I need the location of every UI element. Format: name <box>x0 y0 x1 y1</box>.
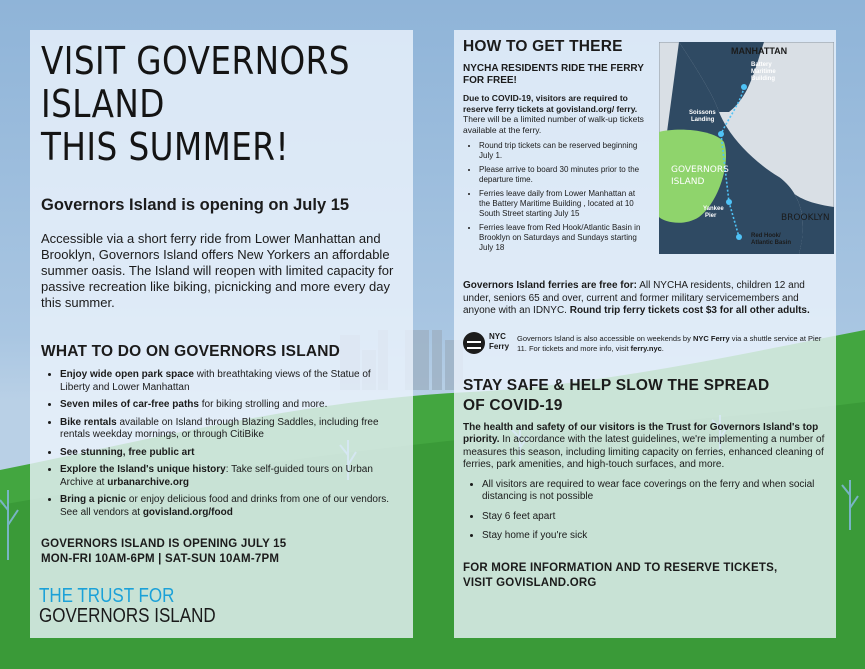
vendors-link[interactable]: govisland.org/food <box>142 506 233 518</box>
map-label-soissons: Landing <box>691 117 715 123</box>
map-label-redhook: Red Hook/ <box>751 233 781 239</box>
list-item: • Stay home if you're sick <box>482 530 826 543</box>
ferry-nyc-link[interactable]: ferry.nyc <box>630 343 662 353</box>
how-to-get-there-title: HOW TO GET THERE <box>463 38 623 55</box>
main-headline <box>41 40 411 169</box>
list-item: • All visitors are required to wear face coverings on the ferry and when social distancing is not possible <box>482 479 826 504</box>
safety-list <box>463 479 826 543</box>
list-item: • See stunning, free public art <box>60 447 401 460</box>
hours-line-2: MON-FRI 10AM-6PM | SAT-SUN 10AM-7PM <box>41 553 280 565</box>
website-link[interactable]: VISIT GOVISLAND.ORG <box>463 576 597 589</box>
urbanarchive-link[interactable]: urbanarchive.org <box>107 476 189 488</box>
list-item: • Bike rentals available on Island through Blazing Saddles, including free rentals weekday mornings, or through CitiBike <box>60 417 401 442</box>
map-label-island: GOVERNORS <box>671 165 729 175</box>
map-label-brooklyn: BROOKLYN <box>781 213 830 223</box>
opening-hours <box>41 537 401 567</box>
map-label-battery: Maritime <box>751 69 776 75</box>
headline-line-2: THIS SUMMER! <box>41 125 289 169</box>
what-to-do-title: WHAT TO DO ON GOVERNORS ISLAND <box>41 343 341 360</box>
list-item: • Please arrive to board 30 minutes prior to the departure time. <box>479 165 645 185</box>
nycha-notice: NYCHA RESIDENTS RIDE THE FERRY FOR FREE! <box>463 63 644 86</box>
list-item: • Bring a picnic or enjoy delicious food and drinks from one of our vendors. See all vendors at govisland.org/food <box>60 494 401 519</box>
trust-logo <box>39 586 247 626</box>
nyc-ferry-text: Governors Island is also accessible on weekends by NYC Ferry via a shuttle service at Pier 11. For tickets and more info, visit ferry.nyc. <box>517 333 822 353</box>
list-item: • Ferries leave from Red Hook/Atlantic Basin in Brooklyn on Saturdays and Sundays starting July 18 <box>479 223 645 253</box>
list-item: • Explore the Island's unique history: Take self-guided tours on Urban Archive at urbanarchive.org <box>60 464 401 489</box>
map-label-yankee: Yankee <box>703 206 724 212</box>
list-item: • Stay 6 feet apart <box>482 511 826 524</box>
more-info <box>463 561 826 591</box>
logo-line-1: THE TRUST FOR <box>39 585 175 607</box>
map-label-redhook: Atlantic Basin <box>751 240 792 246</box>
list-item: • Ferries leave daily from Lower Manhattan at the Battery Maritime Building , located at 10 South Street starting July 15 <box>479 189 645 219</box>
left-info-panel <box>30 30 413 638</box>
map-label-battery: Battery <box>751 62 772 68</box>
ferry-route-map <box>659 42 834 254</box>
ferry-wave-icon <box>463 332 485 354</box>
covid-ferry-note: Due to COVID-19, visitors are required to reserve ferry tickets at govisland.org/ ferry. There will be a limited number of walk-up tickets available at the ferry. <box>463 93 644 135</box>
free-ferry-info: Governors Island ferries are free for: All NYCHA residents, children 12 and under, seniors 65 and over, current and former military servicemembers and anyone with an IDNYC. Round trip ferry tickets cost $3 for all other adults. <box>463 280 810 316</box>
covid-intro: The health and safety of our visitors is the Trust for Governors Island's top priority. In accordance with the latest guidelines, we're implementing a number of measures this season, including limiting capacity on ferries, enhanced cleaning of ferries, park amenities, and high-touch surfaces, and more. <box>463 421 825 470</box>
covid-title-line-2: OF COVID-19 <box>463 396 563 414</box>
ferry-info-list <box>463 141 645 253</box>
intro-paragraph: Accessible via a short ferry ride from Lower Manhattan and Brooklyn, Governors Island offers New Yorkers an affordable summer oasis. The Island will reopen with limited capacity for passive recreation like biking, picnicking and more every day this summer. <box>41 231 394 310</box>
map-label-yankee: Pier <box>705 213 717 219</box>
map-label-battery: Building <box>751 76 775 82</box>
list-item: • Enjoy wide open park space with breathtaking views of the Statue of Liberty and Lower Manhattan <box>60 369 401 394</box>
map-label-manhattan: MANHATTAN <box>731 46 788 56</box>
hours-line-1: GOVERNORS ISLAND IS OPENING JULY 15 <box>41 538 287 550</box>
list-item: • Seven miles of car-free paths for biking strolling and more. <box>60 399 401 412</box>
right-info-panel <box>454 30 836 638</box>
svg-text:Soissons Landing <box>689 110 717 123</box>
logo-line-2: GOVERNORS ISLAND <box>39 605 216 627</box>
nyc-ferry-logo-text-2: Ferry <box>489 341 510 351</box>
map-label-island: ISLAND <box>671 177 705 187</box>
nyc-ferry-logo-text-1: NYC <box>489 331 506 341</box>
more-info-line-1: FOR MORE INFORMATION AND TO RESERVE TICKETS, <box>463 561 778 574</box>
covid-safety-title <box>463 376 826 416</box>
headline-line-1: VISIT GOVERNORS ISLAND <box>41 39 350 126</box>
list-item: • Round trip tickets can be reserved beginning July 1. <box>479 141 645 161</box>
map-label-soissons: Soissons <box>689 110 716 116</box>
getting-there-section <box>463 38 830 278</box>
opening-title: Governors Island is opening on July 15 <box>41 196 350 214</box>
covid-title-line-1: STAY SAFE & HELP SLOW THE SPREAD <box>463 376 770 394</box>
nyc-ferry-logo <box>463 332 509 356</box>
activities-list <box>41 369 401 519</box>
nyc-ferry-row <box>463 332 826 356</box>
